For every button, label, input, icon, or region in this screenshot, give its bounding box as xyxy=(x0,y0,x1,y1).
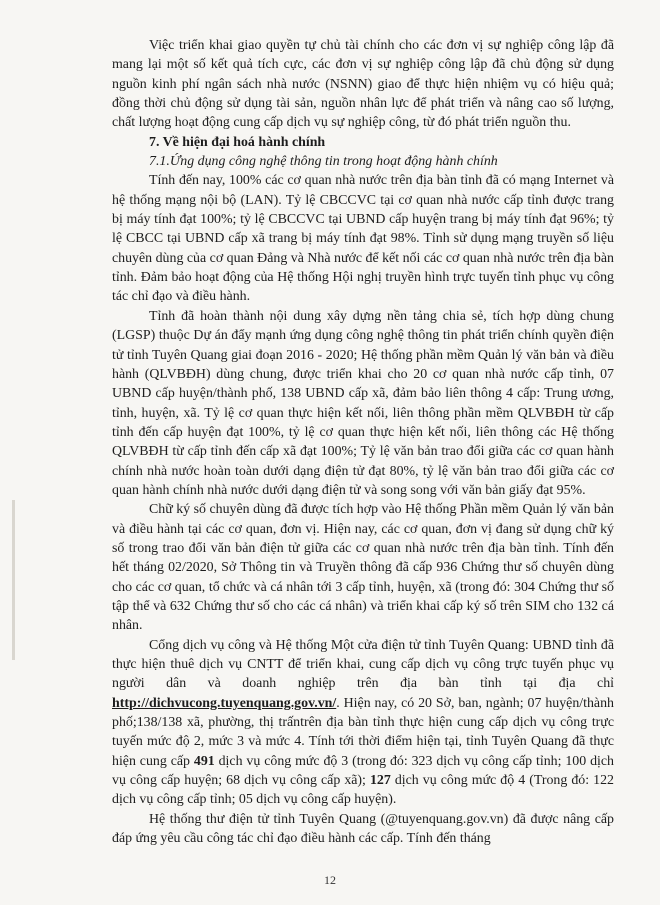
scan-binding-shadow xyxy=(12,500,15,660)
paragraph-digital-signature: Chữ ký số chuyên dùng đã được tích hợp vào Hệ thống Phần mềm Quản lý văn bản và điều hành tại các cơ quan, đơn vị. Hiện nay, các cơ quan, đơn vị đang sử dụng chữ ký số trong trao đổi văn bản điện tử giữa các cơ quan nhà nước trên địa bàn tỉnh. Tính đến hết tháng 02/2020, Sở Thông tin và Truyền thông đã cấp 936 Chứng thư số chuyên dùng cho các cơ quan, tổ chức và cá nhân tới 3 cấp tỉnh, huyện, xã (trong đó: 304 Chứng thư số tập thể và 632 Chứng thư số cho các cá nhân) và triển khai cấp ký số trên SIM cho 132 cá nhân. xyxy=(112,502,614,634)
portal-link[interactable]: http://dichvucong.tuyenquang.gov.vn/ xyxy=(112,695,337,711)
paragraph-public-service-portal xyxy=(112,636,614,810)
portal-text-intro: Cổng dịch vụ công và Hệ thống Một cửa điện tử tỉnh Tuyên Quang: UBND tỉnh đã thực hiện thuê dịch vụ CNTT để triển khai, cung cấp dịch vụ công trực tuyến phục vụ người dân và doanh nghiệp trên địa bàn tỉnh tại địa chỉ xyxy=(112,637,614,692)
portal-text-level-3: dịch vụ công mức độ 3 (trong đó: 323 dịch vụ công cấp tỉnh; 100 dịch vụ công cấp huyện; 68 dịch vụ công cấp xã); xyxy=(112,753,614,789)
paragraph-email-system: Hệ thống thư điện tử tỉnh Tuyên Quang (@tuyenquang.gov.vn) đã được nâng cấp đáp ứng yêu cầu công tác chỉ đạo điều hành các cấp. Tính đến tháng xyxy=(112,811,614,847)
portal-text-middle: . Hiện nay, có 20 Sở, ban, ngành; 07 huyện/thành phố;138/138 xã, phường, thị trấntrên địa bàn tỉnh thực hiện cung cấp dịch vụ công trực tuyến mức độ 2, mức 3 và mức 4. Tính tới thời điểm hiện tại, tỉnh Tuyên Quang đã thực hiện cung cấp xyxy=(112,695,614,769)
section-heading: 7. Về hiện đại hoá hành chính xyxy=(149,134,326,150)
level-3-services-count: 491 xyxy=(193,753,215,769)
paragraph-lgsp-platform: Tỉnh đã hoàn thành nội dung xây dựng nền tảng chia sẻ, tích hợp dùng chung (LGSP) thuộc Dự án đẩy mạnh ứng dụng công nghệ thông tin phát triển chính quyền điện tử tỉnh Tuyên Quang giai đoạn 2016 - 2020; Hệ thống phần mềm Quản lý văn bản và điều hành (QLVBĐH) dùng chung, được triển khai cho 20 cơ quan nhà nước cấp tỉnh, 07 UBND cấp huyện/thành phố, 138 UBND cấp xã, đảm bảo liên thông 4 cấp: Trung ương, tỉnh, huyện, xã. Tỷ lệ cơ quan thực hiện kết nối, liên thông phần mềm QLVBĐH từ cấp tỉnh đến cấp huyện đạt 100%, tỷ lệ cơ quan thực hiện kết nối, liên thông các Hệ thống QLVBĐH từ cấp tỉnh đến cấp xã đạt 100%; Tỷ lệ văn bản trao đổi giữa các cơ quan hành chính nhà nước hoàn toàn dưới dạng điện tử đạt 80%, tỷ lệ văn bản trao đổi giữa các cơ quan hành chính nhà nước dưới dạng điện tử và song song với văn bản giấy đạt 95%. xyxy=(112,308,614,498)
paragraph-network-infrastructure: Tính đến nay, 100% các cơ quan nhà nước trên địa bàn tỉnh đã có mạng Internet và hệ thống mạng nội bộ (LAN). Tỷ lệ CBCCVC tại cơ quan nhà nước cấp tỉnh được trang bị máy tính đạt 100%; tỷ lệ CBCCVC tại UBND cấp huyện trang bị máy tính đạt 96%; tỷ lệ CBCC tại UBND cấp xã trang bị máy tính đạt 98%. Tỉnh sử dụng mạng truyền số liệu chuyên dùng của cơ quan Đảng và Nhà nước để kết nối các cơ quan nhà nước trên địa bàn tỉnh. Đảm bảo hoạt động của Hệ thống Hội nghị truyền hình trực tuyến tỉnh phục vụ công tác chỉ đạo và điều hành. xyxy=(112,173,614,305)
paragraph-financial-autonomy: Việc triển khai giao quyền tự chủ tài chính cho các đơn vị sự nghiệp công lập đã mang lại một số kết quả tích cực, các đơn vị sự nghiệp công lập đã chủ động sử dụng nguồn kinh phí ngân sách nhà nước (NSNN) giao để thực hiện nhiệm vụ có hiệu quả; đồng thời chủ động sử dụng tài sản, nguồn nhân lực để phát triển và nâng cao số lượng, chất lượng hoạt động cung cấp dịch vụ sự nghiệp công, từ đó phát triển nguồn thu. xyxy=(112,38,614,131)
portal-text-level-4: dịch vụ công mức độ 4 (Trong đó: 122 dịch vụ công cấp tỉnh; 05 dịch vụ công cấp huyện). xyxy=(112,773,614,808)
subsection-heading: 7.1.Ứng dụng công nghệ thông tin trong hoạt động hành chính xyxy=(149,154,498,170)
document-body xyxy=(112,36,614,848)
level-4-services-count: 127 xyxy=(369,773,391,789)
page-number: 12 xyxy=(324,873,336,887)
